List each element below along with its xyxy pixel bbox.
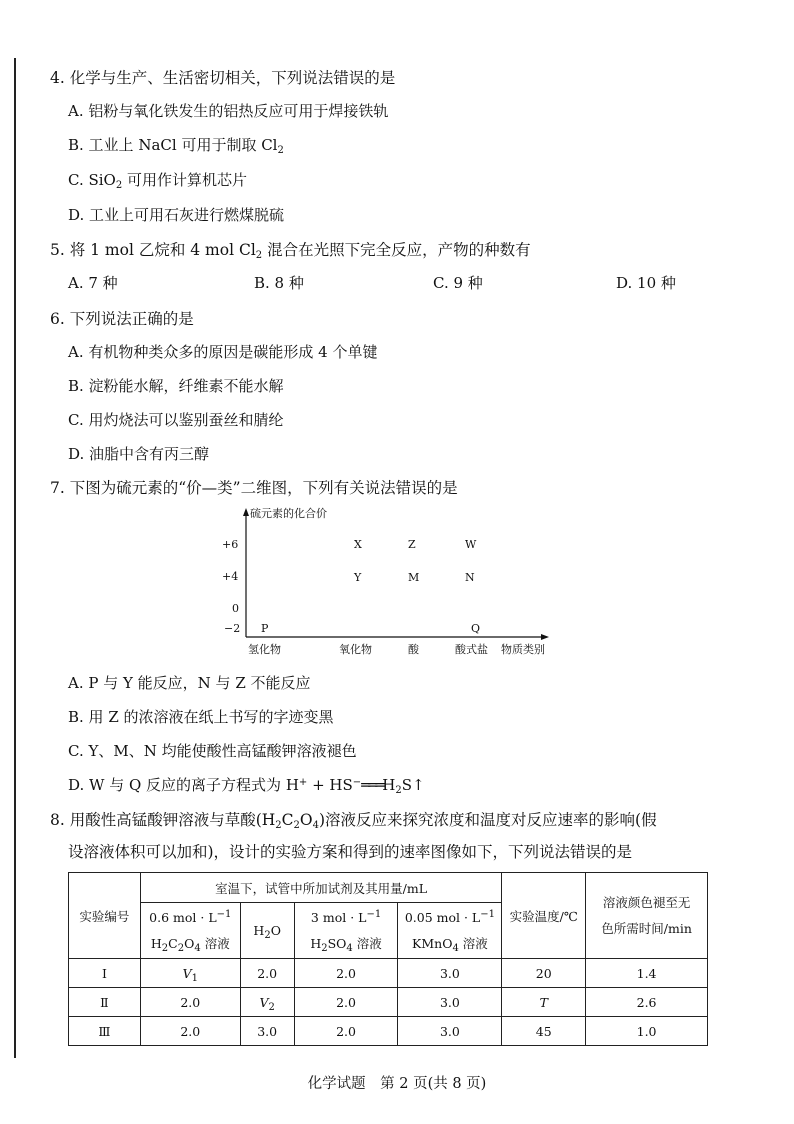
cell-sulfuric: 2.0 xyxy=(294,1017,398,1046)
x-tick-oxide: 氧化物 xyxy=(339,643,372,656)
q8-stem-post: )溶液反应来探究浓度和温度对反应速率的影响(假 xyxy=(319,811,657,829)
diagram-axes xyxy=(220,505,560,660)
q4-option-b-text: B. 工业上 NaCl 可用于制取 Cl xyxy=(68,136,278,154)
header-sulfuric-so: SO xyxy=(327,935,347,951)
q5-stem-sub: 2 xyxy=(255,250,263,261)
q8-stem-text: 8. 用酸性高锰酸钾溶液与草酸(H xyxy=(50,811,276,829)
q5-stem-text: 5. 将 1 mol 乙烷和 4 mol Cl xyxy=(50,241,256,259)
q7-option-d xyxy=(68,774,425,795)
cell-permanganate: 3.0 xyxy=(398,959,502,988)
sulfur-valence-class-diagram xyxy=(220,505,560,660)
y-tick-minus2: −2 xyxy=(224,622,241,635)
q6-option-c: C. 用灼烧法可以鉴别蚕丝和腈纶 xyxy=(68,411,284,429)
header-fade-time xyxy=(586,873,708,959)
cell-id: Ⅱ xyxy=(69,988,141,1017)
header-oxalic-s1: 2 xyxy=(161,942,169,954)
cell-water-var: V xyxy=(259,994,269,1010)
header-oxalic-conc-sup: −1 xyxy=(216,908,232,920)
header-sulfuric-conc xyxy=(295,905,398,931)
q4-option-c-post: 可用作计算机芯片 xyxy=(122,171,248,189)
q4-option-b xyxy=(68,134,284,155)
header-oxalic-conc-text: 0.6 mol · L xyxy=(149,909,217,925)
header-sulfuric-acid xyxy=(294,903,398,959)
header-water-h: H xyxy=(253,923,265,938)
q7-option-c: C. Y、M、N 均能使酸性高锰酸钾溶液褪色 xyxy=(68,742,357,760)
header-permanganate xyxy=(398,903,502,959)
header-permanganate-conc-text: 0.05 mol · L xyxy=(404,909,481,925)
x-axis-arrow xyxy=(541,634,549,640)
header-oxalic-c: C xyxy=(168,935,178,951)
q7-option-b: B. 用 Z 的浓溶液在纸上书写的字迹变黑 xyxy=(68,708,334,726)
y-tick-plus6: +6 xyxy=(222,538,239,551)
q5-options xyxy=(68,272,708,292)
table-header-row-1 xyxy=(69,873,708,903)
q7-stem: 7. 下图为硫元素的“价—类”二维图，下列有关说法错误的是 xyxy=(50,479,458,497)
q7-option-d-sup1: + xyxy=(298,777,308,788)
header-sulfuric-conc-sup: −1 xyxy=(366,908,382,920)
point-m: M xyxy=(408,571,420,584)
cell-fade-time: 1.4 xyxy=(586,959,708,988)
q4-option-d: D. 工业上可用石灰进行燃煤脱硫 xyxy=(68,206,285,224)
cell-water-value: 2.0 xyxy=(257,965,278,981)
y-axis-label: 硫元素的化合价 xyxy=(250,507,327,520)
q4-stem: 4. 化学与生产、生活密切相关，下列说法错误的是 xyxy=(50,69,396,87)
q7-option-d-post: H xyxy=(382,776,396,794)
header-permanganate-conc-sup: −1 xyxy=(480,908,495,920)
header-sulfuric-s1: 2 xyxy=(321,942,328,954)
point-p: P xyxy=(261,622,269,635)
q8-stem-sub2: 2 xyxy=(293,820,300,831)
header-oxalic-s2: 2 xyxy=(177,942,185,954)
q6-option-a: A. 有机物种类众多的原因是碳能形成 4 个单键 xyxy=(68,343,378,361)
x-tick-acid-salt: 酸式盐 xyxy=(455,643,488,656)
header-sulfuric-post: 溶液 xyxy=(352,935,382,951)
q5-option-c: C. 9 种 xyxy=(433,274,483,292)
header-oxalic-o: O xyxy=(184,935,195,951)
experiment-table xyxy=(68,872,708,1046)
cell-sulfuric: 2.0 xyxy=(294,988,398,1017)
header-oxalic-post: 溶液 xyxy=(200,935,230,951)
y-axis-arrow xyxy=(243,508,249,516)
x-axis-label: 物质类别 xyxy=(501,643,545,656)
header-water-o: O xyxy=(270,923,281,938)
cell-water-value: 3.0 xyxy=(257,1023,278,1039)
q7-option-d-text: D. W 与 Q 反应的离子方程式为 H xyxy=(68,776,299,794)
header-fade-time-line1: 溶液颜色褪至无 xyxy=(602,894,691,910)
header-sulfuric-s2: 4 xyxy=(346,942,353,954)
q8-stem-sub3: 4 xyxy=(312,820,319,831)
table-row xyxy=(69,959,708,988)
q7-option-d-eq: ═══ xyxy=(361,776,383,794)
q4-option-c xyxy=(68,169,247,190)
cell-permanganate: 3.0 xyxy=(398,988,502,1017)
q7-option-d-sup2: − xyxy=(352,777,362,788)
header-permanganate-sub: 4 xyxy=(452,942,459,954)
header-permanganate-name xyxy=(398,931,501,957)
header-permanganate-kmno: KMnO xyxy=(412,935,453,951)
cell-oxalic-sub: 1 xyxy=(191,972,198,984)
cell-id: Ⅰ xyxy=(69,959,141,988)
q4-option-c-text: C. SiO xyxy=(68,171,116,189)
header-reagent-group: 室温下，试管中所加试剂及其用量/mL xyxy=(140,873,501,903)
cell-fade-time: 2.6 xyxy=(586,988,708,1017)
header-temperature: 实验温度/℃ xyxy=(502,873,586,959)
q6-stem: 6. 下列说法正确的是 xyxy=(50,310,194,328)
point-w: W xyxy=(465,538,477,551)
point-y: Y xyxy=(354,571,362,584)
cell-oxalic-value: 2.0 xyxy=(180,1023,201,1039)
header-water-sub: 2 xyxy=(264,930,271,941)
header-water xyxy=(240,903,294,959)
q5-option-b: B. 8 种 xyxy=(254,274,304,292)
q8-stem-sub1: 2 xyxy=(275,820,282,831)
q8-stem-mid2: O xyxy=(299,811,313,829)
q6-option-d: D. 油脂中含有丙三醇 xyxy=(68,445,210,463)
cell-water-sub: 2 xyxy=(268,1001,275,1013)
header-oxalic-s3: 4 xyxy=(194,942,201,954)
q7-option-d-sub: 2 xyxy=(395,785,402,796)
cell-oxalic xyxy=(140,1017,240,1046)
cell-id: Ⅲ xyxy=(69,1017,141,1046)
header-oxalic-conc xyxy=(141,905,240,931)
cell-temperature: T xyxy=(502,988,586,1017)
point-q: Q xyxy=(471,622,481,635)
header-fade-time-line2: 色所需时间/min xyxy=(601,920,692,936)
q7-option-a: A. P 与 Y 能反应，N 与 Z 不能反应 xyxy=(68,674,311,692)
q4-option-b-sub: 2 xyxy=(277,145,284,156)
cell-temperature: 45 xyxy=(502,1017,586,1046)
cell-water xyxy=(240,1017,294,1046)
x-tick-acid: 酸 xyxy=(408,643,419,656)
header-sulfuric-conc-text: 3 mol · L xyxy=(310,909,367,925)
point-z: Z xyxy=(408,538,416,551)
q8-stem-line2: 设溶液体积可以加和)，设计的实验方案和得到的速率图像如下，下列说法错误的是 xyxy=(68,843,633,861)
header-oxalic-name xyxy=(141,931,240,957)
q8-stem-mid: C xyxy=(281,811,294,829)
q5-stem-post: 混合在光照下完全反应，产物的种数有 xyxy=(262,241,531,259)
cell-sulfuric: 2.0 xyxy=(294,959,398,988)
cell-oxalic-value: 2.0 xyxy=(180,994,201,1010)
q4-option-c-sub: 2 xyxy=(115,180,123,191)
header-permanganate-post: 溶液 xyxy=(458,935,488,951)
point-n: N xyxy=(465,571,475,584)
cell-oxalic-var: V xyxy=(182,965,192,981)
q5-option-a: A. 7 种 xyxy=(68,274,118,292)
page-footer: 化学试题 第 2 页(共 8 页) xyxy=(307,1076,487,1092)
cell-permanganate: 3.0 xyxy=(398,1017,502,1046)
q5-stem xyxy=(50,238,531,260)
x-tick-hydride: 氢化物 xyxy=(248,643,281,656)
q8-stem-line1 xyxy=(50,808,657,830)
cell-oxalic xyxy=(140,959,240,988)
header-sulfuric-h: H xyxy=(310,935,322,951)
table-row xyxy=(69,1017,708,1046)
y-tick-zero: 0 xyxy=(232,602,239,615)
q7-option-d-mid: + HS xyxy=(307,776,353,794)
header-oxalic-acid xyxy=(140,903,240,959)
cell-fade-time: 1.0 xyxy=(586,1017,708,1046)
q5-option-d: D. 10 种 xyxy=(616,274,676,292)
cell-water xyxy=(240,959,294,988)
header-sulfuric-name xyxy=(295,931,398,957)
header-permanganate-conc xyxy=(398,905,501,931)
q6-option-b: B. 淀粉能水解，纤维素不能水解 xyxy=(68,377,284,395)
header-experiment-id: 实验编号 xyxy=(69,873,141,959)
point-x: X xyxy=(354,538,362,551)
cell-temperature: 20 xyxy=(502,959,586,988)
q4-option-a: A. 铝粉与氧化铁发生的铝热反应可用于焊接铁轨 xyxy=(68,102,389,120)
header-oxalic-h: H xyxy=(150,935,162,951)
q7-option-d-end: S↑ xyxy=(401,776,425,794)
cell-oxalic xyxy=(140,988,240,1017)
table-row xyxy=(69,988,708,1017)
y-tick-plus4: +4 xyxy=(222,570,239,583)
cell-water xyxy=(240,988,294,1017)
